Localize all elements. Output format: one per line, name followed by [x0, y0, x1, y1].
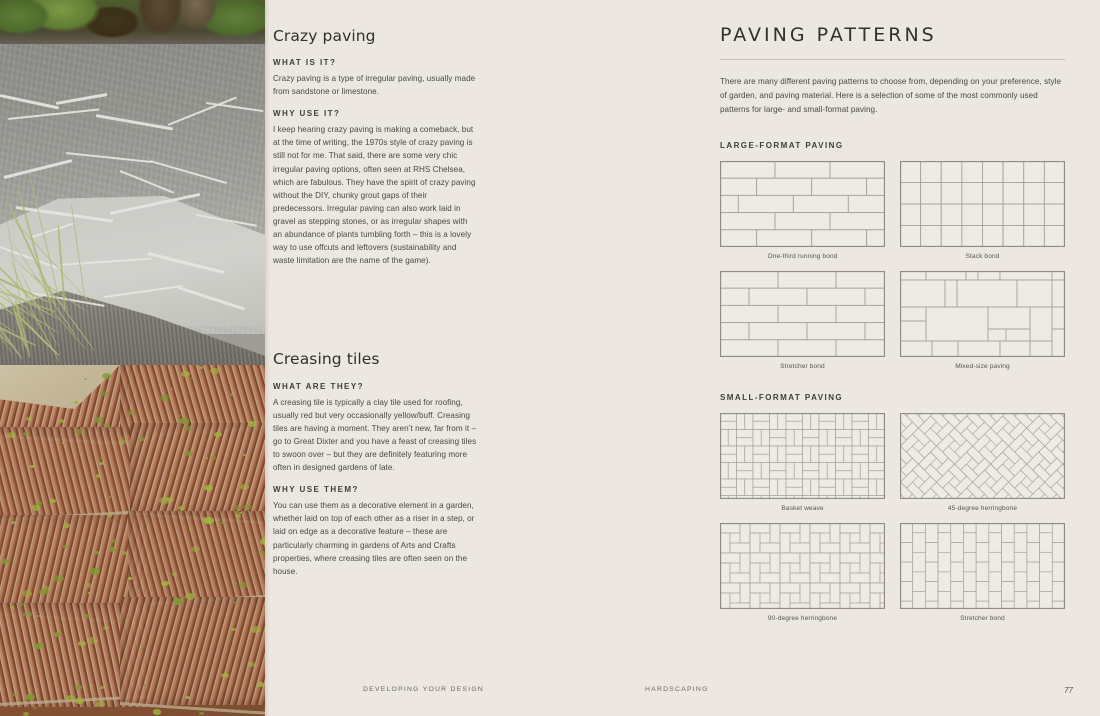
pattern-diagram-stack-bond: [900, 161, 1065, 247]
moss-clump: [75, 429, 83, 435]
moss-clump: [74, 401, 78, 404]
moss-clump: [1, 559, 9, 564]
right-content-column: [720, 26, 1065, 622]
pattern-diagram-stretcher-bond-small: [900, 523, 1065, 609]
moss-clump: [39, 589, 49, 595]
pattern-label-stack-bond: Stack bond: [965, 252, 1000, 260]
moss-clump: [138, 437, 145, 441]
moss-clump: [210, 456, 216, 460]
left-text-column: [273, 28, 478, 578]
subheading-why-use-them: WHY USE THEM?: [273, 485, 359, 495]
left-text-page: [265, 0, 720, 716]
pattern-diagram-stretcher-bond: [720, 271, 885, 357]
moss-clump: [100, 391, 108, 396]
moss-clump: [94, 417, 103, 423]
moss-clump: [88, 637, 98, 644]
block-what-are-they: [273, 382, 478, 475]
pattern-label-herringbone-90: 90-degree herringbone: [767, 614, 838, 622]
moss-clump: [172, 572, 177, 576]
moss-clump: [111, 539, 117, 543]
moss-clump: [178, 506, 185, 510]
moss-clump: [54, 632, 61, 637]
moss-clump: [109, 547, 116, 552]
moss-clump: [50, 499, 56, 503]
footer-chapter: DEVELOPING YOUR DESIGN: [363, 686, 485, 693]
right-page: [720, 0, 1100, 716]
moss-clump: [170, 388, 173, 390]
paragraph-what-are-they: A creasing tile is typically a clay tile used for roofing, usually red but very occasionally yellow/buff. Creasing tiles are having a moment. They aren’t new, far from it – go to Great Dixter and you have a feast of creasing tiles to swoon over – but they are definitely featuring more often in designed gardens of late.: [273, 397, 477, 473]
group-heading-large-format: LARGE-FORMAT PAVING: [720, 140, 844, 150]
moss-clump: [128, 410, 135, 415]
section-title-crazy-paving: Crazy paving: [273, 27, 376, 45]
moss-clump: [89, 568, 100, 575]
moss-clump: [140, 648, 143, 650]
crazy-paving-photo: [0, 0, 265, 365]
moss-clump: [185, 593, 195, 600]
pattern-label-herringbone-45: 45-degree herringbone: [947, 504, 1018, 512]
moss-clump: [203, 517, 214, 524]
moss-clump: [261, 613, 264, 615]
moss-clump: [34, 643, 44, 649]
moss-clump: [234, 582, 237, 584]
pattern-cell-stretcher-bond: [720, 271, 885, 370]
moss-clump: [109, 496, 111, 498]
creasing-tiles-photo: [0, 365, 265, 716]
pattern-label-one-third-running-bond: One-third running bond: [767, 252, 838, 260]
creasing-tile-panel: [0, 427, 150, 523]
pattern-cell-stretcher-bond-small: [900, 523, 1065, 622]
pattern-diagram-herringbone-90: [720, 523, 885, 609]
title-divider: [720, 59, 1065, 60]
footer-page-number: 77: [1064, 686, 1073, 695]
moss-clump: [128, 577, 132, 580]
section-title-creasing-tiles: Creasing tiles: [273, 350, 380, 369]
moss-clump: [214, 432, 222, 437]
moss-clump: [22, 590, 32, 597]
footer-section: HARDSCAPING: [645, 686, 709, 693]
pattern-label-stretcher-bond-small: Stretcher bond: [960, 614, 1005, 622]
moss-clump: [23, 611, 32, 617]
intro-paragraph: There are many different paving patterns to choose from, depending on your preference, style of garden, and paving material. Here is a selection of some of the most commonly used patterns for large- and small-format paving.: [720, 76, 1062, 114]
moss-clump: [210, 368, 220, 374]
moss-clump: [63, 523, 70, 528]
pattern-diagram-basket-weave: [720, 413, 885, 499]
moss-clump: [58, 419, 64, 423]
moss-clump: [103, 626, 109, 630]
paragraph-why-use-them: You can use them as a decorative element in a garden, whether laid on top of each other as a riser in a step, or laid on edge as a decorative feature – these are particularly charming in gardens of Arts and Crafts properties, where creasing tiles are often seen on the house.: [273, 501, 475, 576]
moss-clump: [180, 418, 189, 424]
pattern-label-mixed-size-paving: Mixed-size paving: [955, 362, 1010, 370]
moss-clump: [239, 582, 248, 588]
subheading-what-are-they: WHAT ARE THEY?: [273, 381, 364, 391]
moss-clump: [88, 592, 91, 594]
moss-clump: [248, 421, 257, 427]
moss-clump: [169, 475, 173, 477]
block-what-is-it: [273, 58, 478, 98]
subheading-why-use-it: WHY USE IT?: [273, 109, 341, 119]
moss-clump: [240, 484, 249, 490]
moss-clump: [62, 442, 64, 444]
paragraph-why-use-it: I keep hearing crazy paving is making a comeback, but at the time of writing, the 1970s style of crazy paving is still not for me. That said, there are some very chic irregular paving options, often seen at RHS Chelsea, which are fabulous. They have the spirit of crazy paving without the DIY, chunky grout gaps of their predecessors. Irregular paving can also work laid in gravel as stepping stones, or as irregular shapes with an abundance of plants tumbling forth – this is a lovely way to use offcuts and leftovers (sustainability and waste limitation are the name of the game).: [273, 125, 476, 266]
moss-clump: [233, 505, 241, 510]
pattern-diagram-mixed-size-paving: [900, 271, 1065, 357]
moss-clump: [125, 657, 127, 659]
moss-clump: [231, 628, 236, 631]
moss-clump: [85, 583, 92, 588]
moss-clump: [261, 567, 264, 569]
moss-clump: [161, 581, 169, 586]
pattern-cell-herringbone-45: [900, 413, 1065, 512]
pattern-label-stretcher-bond: Stretcher bond: [780, 362, 825, 370]
moss-clump: [102, 373, 111, 379]
moss-clump: [243, 454, 246, 456]
page-footer: [0, 676, 1100, 716]
moss-clump: [243, 504, 252, 510]
pattern-grid-small-format: [720, 413, 1065, 622]
moss-clump: [173, 598, 183, 605]
pattern-cell-mixed-size-paving: [900, 271, 1065, 370]
moss-clump: [119, 439, 126, 444]
moss-clump: [230, 393, 234, 396]
moss-clump: [78, 641, 86, 646]
pattern-cell-one-third-running-bond: [720, 161, 885, 260]
moss-clump: [103, 423, 110, 428]
block-why-use-them: [273, 485, 478, 578]
moss-clump: [221, 522, 225, 524]
subheading-what-is-it: WHAT IS IT?: [273, 58, 337, 68]
moss-clump: [235, 514, 241, 518]
photo-column: [0, 0, 265, 716]
moss-clump: [53, 575, 64, 582]
moss-clump: [159, 497, 170, 504]
pattern-cell-basket-weave: [720, 413, 885, 512]
page-title: PAVING PATTERNS: [720, 24, 937, 46]
creasing-tile-panel: [130, 423, 265, 515]
block-why-use-it: [273, 109, 478, 267]
moss-clump: [189, 528, 192, 530]
creasing-tile-panel: [128, 511, 265, 607]
moss-clump: [30, 465, 35, 468]
pattern-cell-herringbone-90: [720, 523, 885, 622]
pattern-diagram-one-third-running-bond: [720, 161, 885, 247]
moss-clump: [11, 521, 15, 524]
moss-clump: [19, 603, 23, 606]
pattern-diagram-herringbone-45: [900, 413, 1065, 499]
moss-clump: [251, 626, 261, 633]
pattern-label-basket-weave: Basket weave: [781, 504, 824, 512]
moss-clump: [233, 601, 238, 604]
moss-clump: [96, 474, 101, 478]
moss-clump: [247, 662, 255, 667]
paragraph-what-is-it: Crazy paving is a type of irregular paving, usually made from sandstone or limestone.: [273, 74, 476, 97]
pattern-grid-large-format: [720, 161, 1065, 370]
moss-clump: [122, 551, 127, 555]
pattern-cell-stack-bond: [900, 161, 1065, 260]
group-heading-small-format: SMALL-FORMAT PAVING: [720, 392, 844, 402]
moss-clump: [160, 394, 169, 400]
moss-clump: [100, 457, 103, 459]
